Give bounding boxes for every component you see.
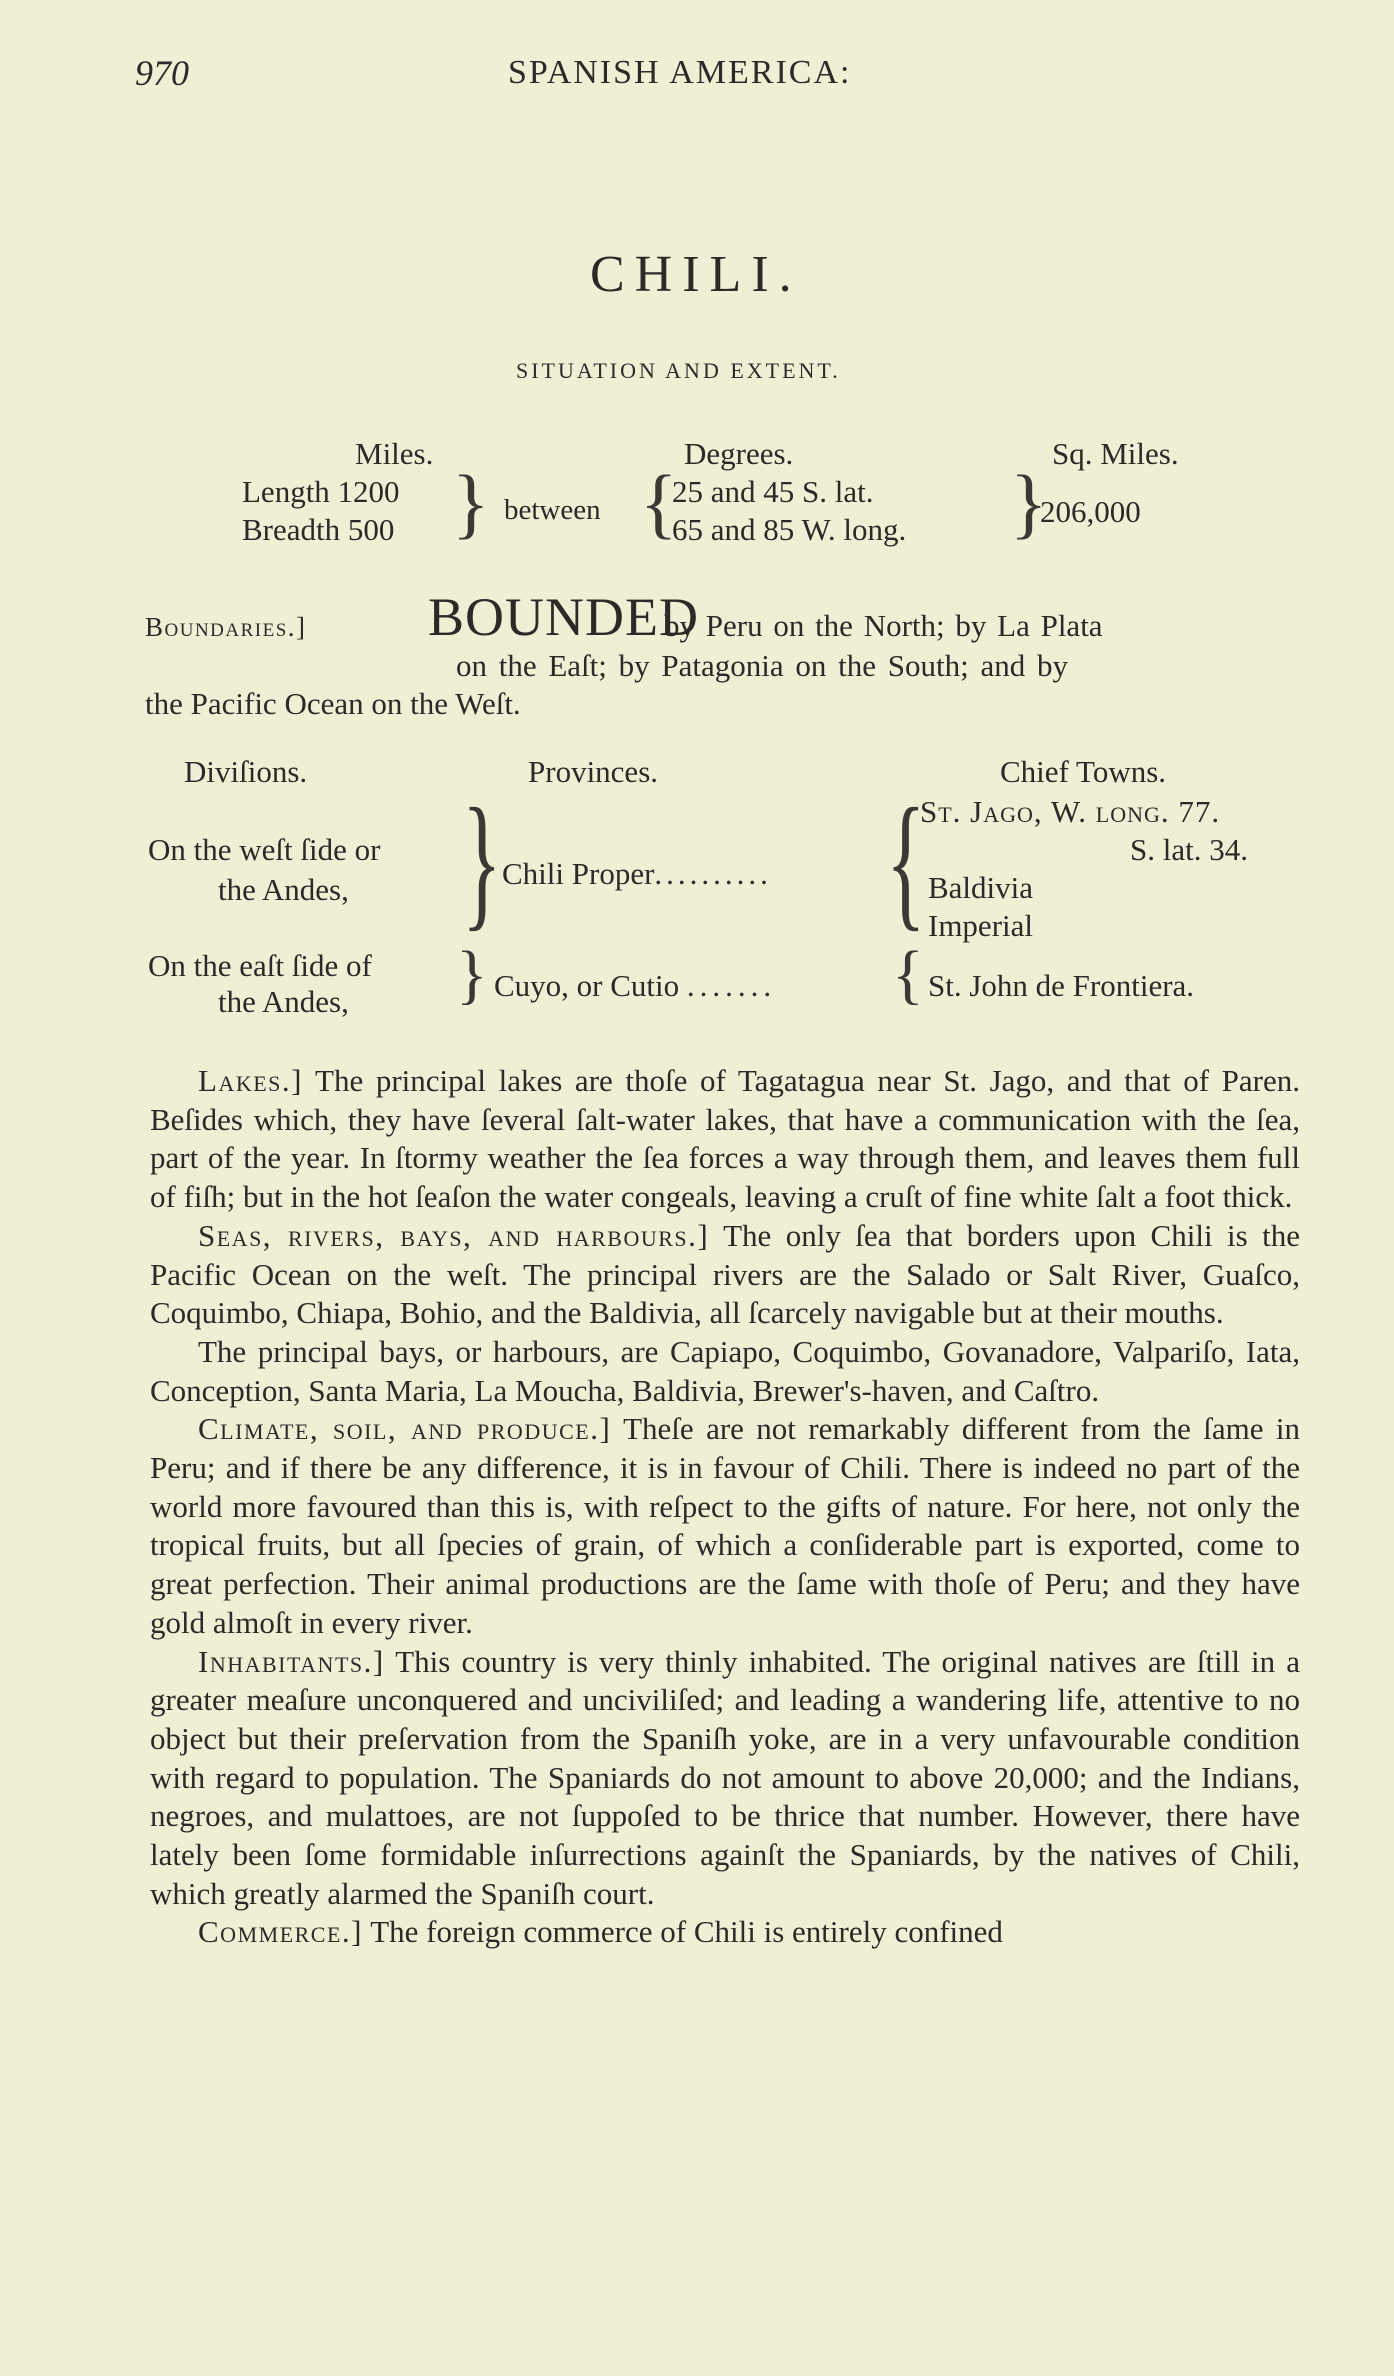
leader-dots: .......... bbox=[654, 856, 772, 891]
page-number: 970 bbox=[135, 53, 189, 93]
climate-lead: Climate, soil, and produce.] bbox=[198, 1411, 612, 1447]
lakes-text: The principal lakes are thoſe of Tagatagua near St. Jago, and that of Paren. Beſides which, they have ſeveral ſalt-water lakes, that have a communication with the ſea, part of the year. In ſtormy weather the ſea forces a way through them, and leaves them full of fiſh; but in the hot ſeaſon the water congeals, leaving a cruſt of fine white ſalt a foot thick. bbox=[150, 1063, 1300, 1215]
town-st-jago: St. Jago, W. long. 77. bbox=[920, 794, 1221, 829]
leader-dots: ....... bbox=[686, 968, 777, 1003]
left-brace-icon: { bbox=[892, 938, 924, 1011]
seas-text: The only ſea that borders upon Chili is the Pacific Ocean on the weſt. The principal rivers are the Salado or Salt River, Guaſco, Coquimbo, Chiapa, Bohio, and the Baldivia, all ſcarcely navigable but at their mouths. bbox=[150, 1217, 1300, 1331]
commerce-lead: Commerce.] bbox=[198, 1914, 363, 1950]
col-sq-miles: Sq. Miles. bbox=[1052, 436, 1179, 471]
body-text bbox=[150, 1062, 1300, 1952]
col-divisions: Diviſions. bbox=[184, 754, 308, 789]
climate-text: Theſe are not remarkably different from the ſame in Peru; and if there be any difference, it is in favour of Chili. There is indeed no part of the world more favoured than this is, with reſpect to the gifts of nature. For here, not only the tropical fruits, but all ſpecies of grain, of which a conſiderable part is exported, come to great perfection. Their animal productions are the ſame with thoſe of Peru; and they have gold almoſt in every river. bbox=[150, 1411, 1300, 1640]
boundaries-lead: Boundaries.] bbox=[145, 612, 307, 642]
commerce-paragraph bbox=[150, 1913, 1300, 1952]
east-division-line-2: the Andes, bbox=[218, 984, 349, 1019]
col-degrees: Degrees. bbox=[684, 436, 794, 471]
lakes-paragraph bbox=[150, 1062, 1300, 1217]
inhabitants-text: This country is very thinly inhabited. The original natives are ſtill in a greater meaſure unconquered and unciviliſed; and leading a wandering life, attentive to no object but their preſervation from the Spaniſh yoke, are in a very unfavourable condition with regard to population. The Spaniards do not amount to above 20,000; and the Indians, negroes, and mulattoes, are not ſuppoſed to be thrice that number. However, there have lately been ſome formidable inſurrections againſt the Spaniards, by the natives of Chili, which greatly alarmed the Spaniſh court. bbox=[150, 1643, 1300, 1911]
section-subtitle: SITUATION AND EXTENT. bbox=[516, 358, 841, 383]
sq-miles-value: 206,000 bbox=[1040, 494, 1141, 529]
east-division-line-1: On the eaſt ſide of bbox=[148, 948, 372, 983]
running-title: SPANISH AMERICA: bbox=[508, 54, 852, 91]
right-brace-icon: } bbox=[462, 778, 502, 944]
col-provinces: Provinces. bbox=[528, 754, 659, 789]
breadth-row: Breadth 500 bbox=[242, 512, 395, 547]
left-brace-icon: { bbox=[886, 778, 926, 944]
right-brace-icon: } bbox=[1010, 459, 1048, 546]
west-province-name: Chili Proper bbox=[502, 856, 655, 891]
degrees-row-1: 25 and 45 S. lat. bbox=[672, 474, 874, 509]
bays-paragraph bbox=[150, 1333, 1300, 1410]
inhabitants-paragraph bbox=[150, 1643, 1300, 1914]
boundaries-line-3: the Pacific Ocean on the Weſt. bbox=[145, 686, 521, 721]
inhabitants-lead: Inhabitants.] bbox=[198, 1643, 385, 1679]
right-brace-icon: } bbox=[452, 459, 490, 546]
seas-paragraph bbox=[150, 1217, 1300, 1333]
west-division-line-2: the Andes, bbox=[218, 872, 349, 907]
west-division-line-1: On the weſt ſide or bbox=[148, 832, 381, 867]
commerce-text: The foreign commerce of Chili is entirely confined bbox=[370, 1914, 1003, 1950]
col-chief-towns: Chief Towns. bbox=[1000, 754, 1167, 789]
between-label: between bbox=[504, 494, 601, 526]
lakes-lead: Lakes.] bbox=[198, 1063, 303, 1098]
boundaries-big-word: BOUNDED bbox=[428, 587, 699, 647]
bays-text: The principal bays, or harbours, are Capiapo, Coquimbo, Govanadore, Valpariſo, Iata, Conception, Santa Maria, La Moucha, Baldivia, Brewer's-haven, and Caſtro. bbox=[150, 1333, 1300, 1408]
boundaries-line-1: by Peru on the North; by La Plata bbox=[664, 608, 1103, 643]
town-st-jago-lat: S. lat. 34. bbox=[1130, 832, 1248, 867]
right-brace-icon: } bbox=[456, 938, 488, 1011]
left-brace-icon: { bbox=[640, 459, 678, 546]
town-imperial: Imperial bbox=[928, 908, 1034, 943]
col-miles: Miles. bbox=[355, 436, 434, 471]
seas-lead: Seas, rivers, bays, and harbours.] bbox=[198, 1217, 710, 1253]
degrees-row-2: 65 and 85 W. long. bbox=[672, 512, 907, 547]
west-province bbox=[502, 856, 772, 892]
climate-paragraph bbox=[150, 1410, 1300, 1642]
town-baldivia: Baldivia bbox=[928, 870, 1034, 905]
length-row: Length 1200 bbox=[242, 474, 400, 509]
town-st-john: St. John de Frontiera. bbox=[928, 968, 1195, 1003]
east-province-name: Cuyo, or Cutio bbox=[494, 968, 680, 1003]
chapter-title: CHILI. bbox=[590, 246, 802, 303]
boundaries-line-2: on the Eaſt; by Patagonia on the South; and by bbox=[456, 648, 1068, 683]
east-province bbox=[494, 968, 776, 1004]
